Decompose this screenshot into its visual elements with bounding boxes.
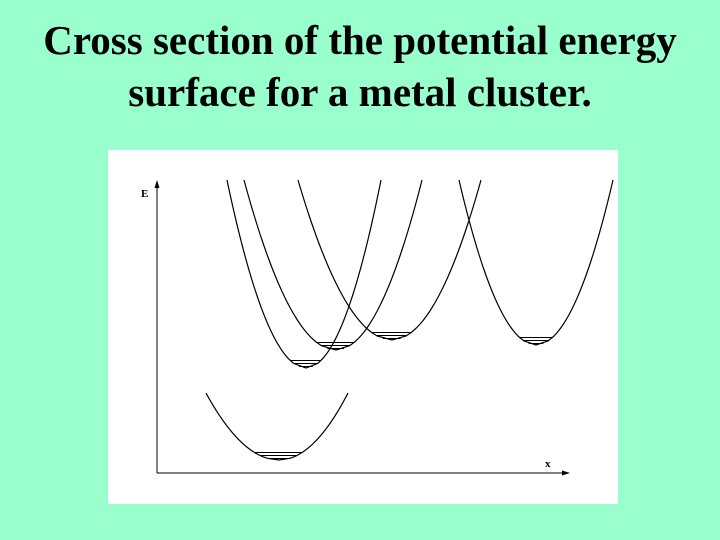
well-5: [206, 393, 348, 460]
title-line-1: Cross section of the potential energy: [43, 17, 677, 63]
potential-wells: [206, 180, 613, 460]
well-1-curve: [227, 180, 381, 368]
y-axis-label: E: [141, 188, 149, 200]
title-line-2: surface for a metal cluster.: [128, 69, 592, 115]
axes: [155, 180, 571, 476]
well-5-curve: [206, 393, 348, 460]
well-1: [227, 180, 381, 368]
diagram-canvas: [108, 150, 618, 504]
y-axis-arrowhead: [155, 180, 160, 188]
well-3-curve: [298, 180, 481, 340]
well-4: [459, 180, 613, 345]
slide-title: [0, 14, 720, 118]
x-axis-arrowhead: [562, 471, 570, 476]
well-2-curve: [244, 180, 422, 350]
x-axis-label: x: [545, 458, 551, 470]
well-4-curve: [459, 180, 613, 345]
well-3: [298, 180, 481, 340]
well-2: [244, 180, 422, 350]
potential-energy-diagram: [108, 150, 618, 504]
